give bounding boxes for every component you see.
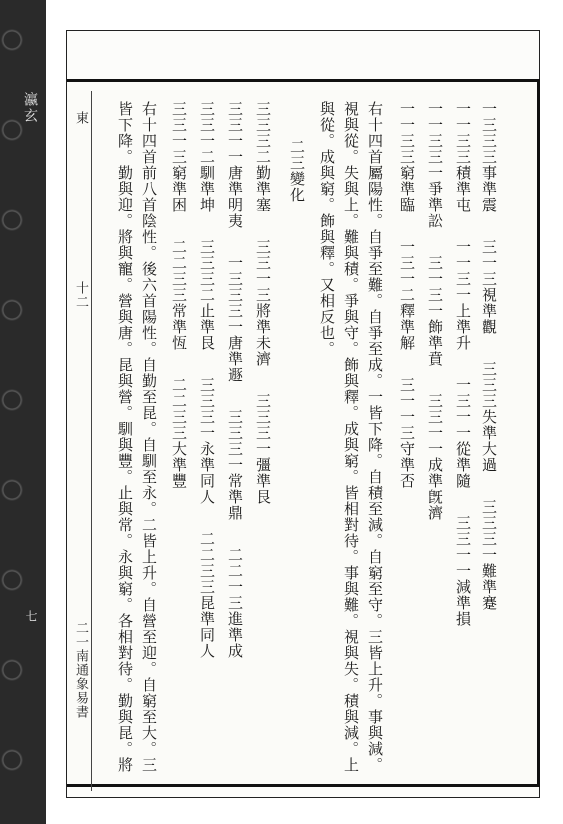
text-cell: 三三三一彊準艮	[254, 393, 272, 505]
text-cell: 一三三三事準震	[480, 101, 498, 213]
text-cell: 三三一一減準損	[454, 515, 472, 627]
text-cell: 二三變化	[288, 139, 306, 203]
spine-top-char: 東	[73, 111, 88, 125]
text-column	[199, 101, 214, 771]
text-cell: 皆下降。勤與迎。將與寵。營與唐。昆與營。馴與豐。止與常。永與窮。各相對待。勤與昆。將	[116, 101, 134, 773]
text-column	[117, 101, 132, 771]
text-cell: 三一三視準觀	[480, 239, 498, 335]
text-cell: 三三三一永準同人	[198, 377, 216, 505]
text-cell: 與從。成與窮。飾與釋。又相反也。	[318, 101, 336, 357]
side-page-number: 七	[24, 610, 38, 622]
text-column	[319, 101, 334, 771]
text-column	[171, 101, 186, 771]
text-column	[427, 101, 442, 771]
text-cell: 三三一一唐準明夷	[226, 101, 244, 229]
text-cell: 三三三失準大過	[480, 361, 498, 473]
text-cell: 一一三三一爭準訟	[426, 101, 444, 229]
margin-spine	[69, 91, 92, 791]
spine-bottom-text: 二一南通象易書	[73, 621, 88, 719]
text-column	[367, 101, 382, 771]
text-column	[289, 139, 304, 809]
text-cell: 三三三一難準蹇	[480, 499, 498, 611]
text-column	[481, 101, 496, 771]
text-cell: 二二一三進準成	[226, 547, 244, 659]
text-cell: 一一三一上準升	[454, 239, 472, 351]
text-column	[227, 101, 242, 771]
text-cell: 一三三三一唐準遯	[226, 255, 244, 383]
text-cell: 右十四首前八首陰性。後六首陽性。自勤至昆。自馴至永。二皆上升。自營至迎。自窮至大。三	[140, 101, 158, 773]
text-cell: 二二三三常準恆	[170, 239, 188, 351]
text-cell: 三三三二勤準塞	[254, 101, 272, 213]
text-cell: 三三一一成準旣濟	[426, 393, 444, 521]
page-frame	[66, 30, 540, 798]
text-cell: 三三三一常準鼎	[226, 409, 244, 521]
text-cell: 視與從。失與上。難與積。爭與守。飾與釋。成與窮。皆相對待。事與難。視與失。積與減。上	[342, 101, 360, 773]
text-column	[255, 101, 270, 771]
text-cell: 三三一三將準未濟	[254, 239, 272, 367]
text-column	[399, 101, 414, 771]
side-title-label: 瀛玄	[22, 92, 38, 124]
text-cell: 右十四首屬陽性。自爭至難。自爭至成。一皆下降。自積至減。自窮至守。三皆上升。事與減。	[366, 101, 384, 773]
text-cell: 一三一一從準隨	[454, 377, 472, 489]
text-cell: 三三三二止準艮	[198, 239, 216, 351]
text-cell: 二二三三大準豐	[170, 377, 188, 489]
text-cell: 三三一三窮準困	[170, 101, 188, 213]
text-cell: 三三一二馴準坤	[198, 101, 216, 213]
text-column	[141, 101, 156, 771]
text-cell: 三一一三守準否	[398, 377, 416, 489]
text-cell: 一一三三窮準臨	[398, 101, 416, 213]
text-column	[455, 101, 470, 771]
text-cell: 一一三三積準屯	[454, 101, 472, 213]
text-cell: 二二三三昆準同人	[198, 531, 216, 659]
spine-mid-char: 十二	[73, 281, 88, 309]
text-cell: 三一三一飾準賁	[426, 255, 444, 367]
text-column	[343, 101, 358, 771]
text-cell: 一三一二釋準解	[398, 239, 416, 351]
